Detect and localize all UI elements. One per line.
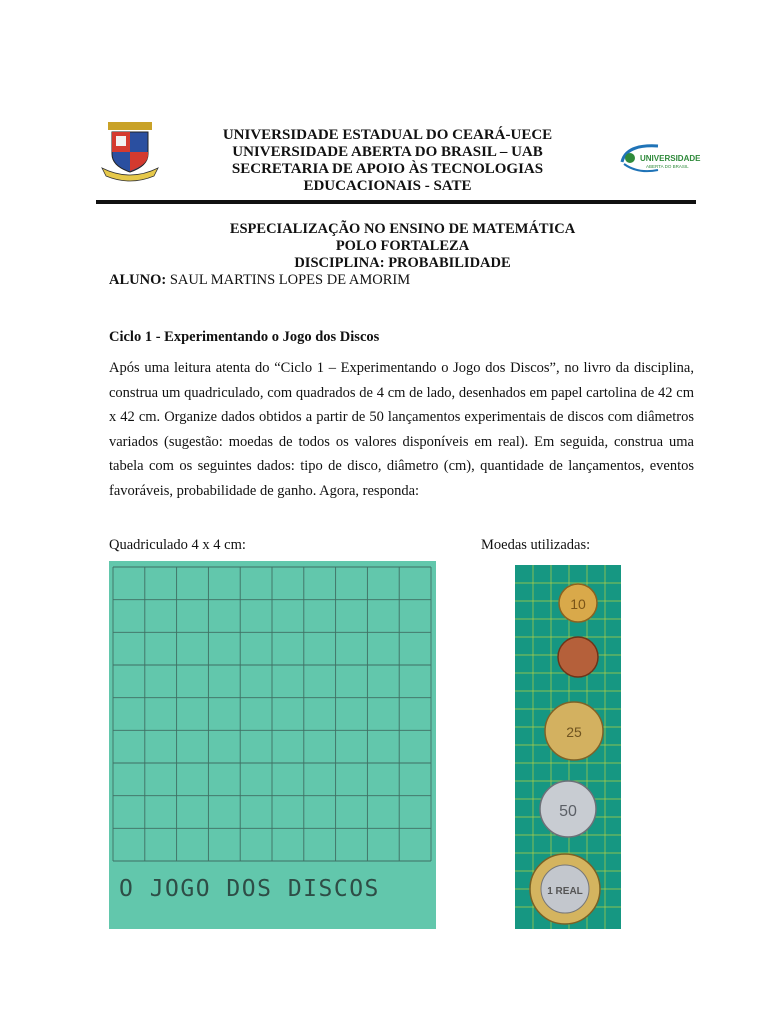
coin-label: 1 REAL (547, 886, 583, 897)
coins-photo (515, 565, 621, 929)
coin-5-centavos (558, 637, 598, 677)
institution-header (175, 127, 600, 195)
header-line: EDUCACIONAIS - SATE (303, 178, 472, 194)
coin-label: 50 (559, 803, 577, 820)
student-label: ALUNO: (109, 272, 167, 288)
grid-photo (109, 561, 436, 929)
coin-label: 10 (570, 596, 586, 612)
course-info (170, 221, 635, 272)
course-line: POLO FORTALEZA (335, 238, 470, 254)
uab-logo (618, 140, 701, 176)
uece-logo (102, 120, 158, 180)
section-body: Após uma leitura atenta do “Ciclo 1 – Experimentando o Jogo dos Discos”, no livro da disciplina, construa um quadriculado, com quadrados de 4 cm de lado, desenhados em papel cartolina de 42 cm x 42 cm. Organize dados obtidos a partir de 50 lançamentos experimentais de discos com diâmetros variados (sugestão: moedas de todos os valores disponíveis em real). Em seguida, construa uma tabela com os seguintes dados: tipo de disco, diâmetro (cm), quantidade de lançamentos, eventos favoráveis, probabilidade de ganho. Agora, responda: (109, 360, 694, 499)
cardboard-background (109, 561, 436, 929)
header-divider (96, 200, 696, 204)
header-line: UNIVERSIDADE ESTADUAL DO CEARÁ-UECE (222, 127, 553, 143)
section-title: Ciclo 1 - Experimentando o Jogo dos Discos (109, 329, 380, 345)
uab-logo-text: UNIVERSIDADE (640, 154, 701, 163)
course-line: DISCIPLINA: PROBABILIDADE (294, 255, 511, 271)
coin-label: 25 (566, 724, 582, 740)
uab-logo-subtext: ABERTA DO BRASIL (646, 164, 689, 169)
header-line: UNIVERSIDADE ABERTA DO BRASIL – UAB (232, 144, 543, 160)
handwritten-title: O JOGO DOS DISCOS (119, 876, 380, 902)
coins-caption: Moedas utilizadas: (481, 537, 591, 553)
grid-caption: Quadriculado 4 x 4 cm: (109, 537, 246, 553)
course-line: ESPECIALIZAÇÃO NO ENSINO DE MATEMÁTICA (229, 221, 576, 237)
student-name: SAUL MARTINS LOPES DE AMORIM (169, 272, 411, 288)
student-line (109, 272, 410, 289)
header-line: SECRETARIA DE APOIO ÀS TECNOLOGIAS (231, 161, 544, 177)
